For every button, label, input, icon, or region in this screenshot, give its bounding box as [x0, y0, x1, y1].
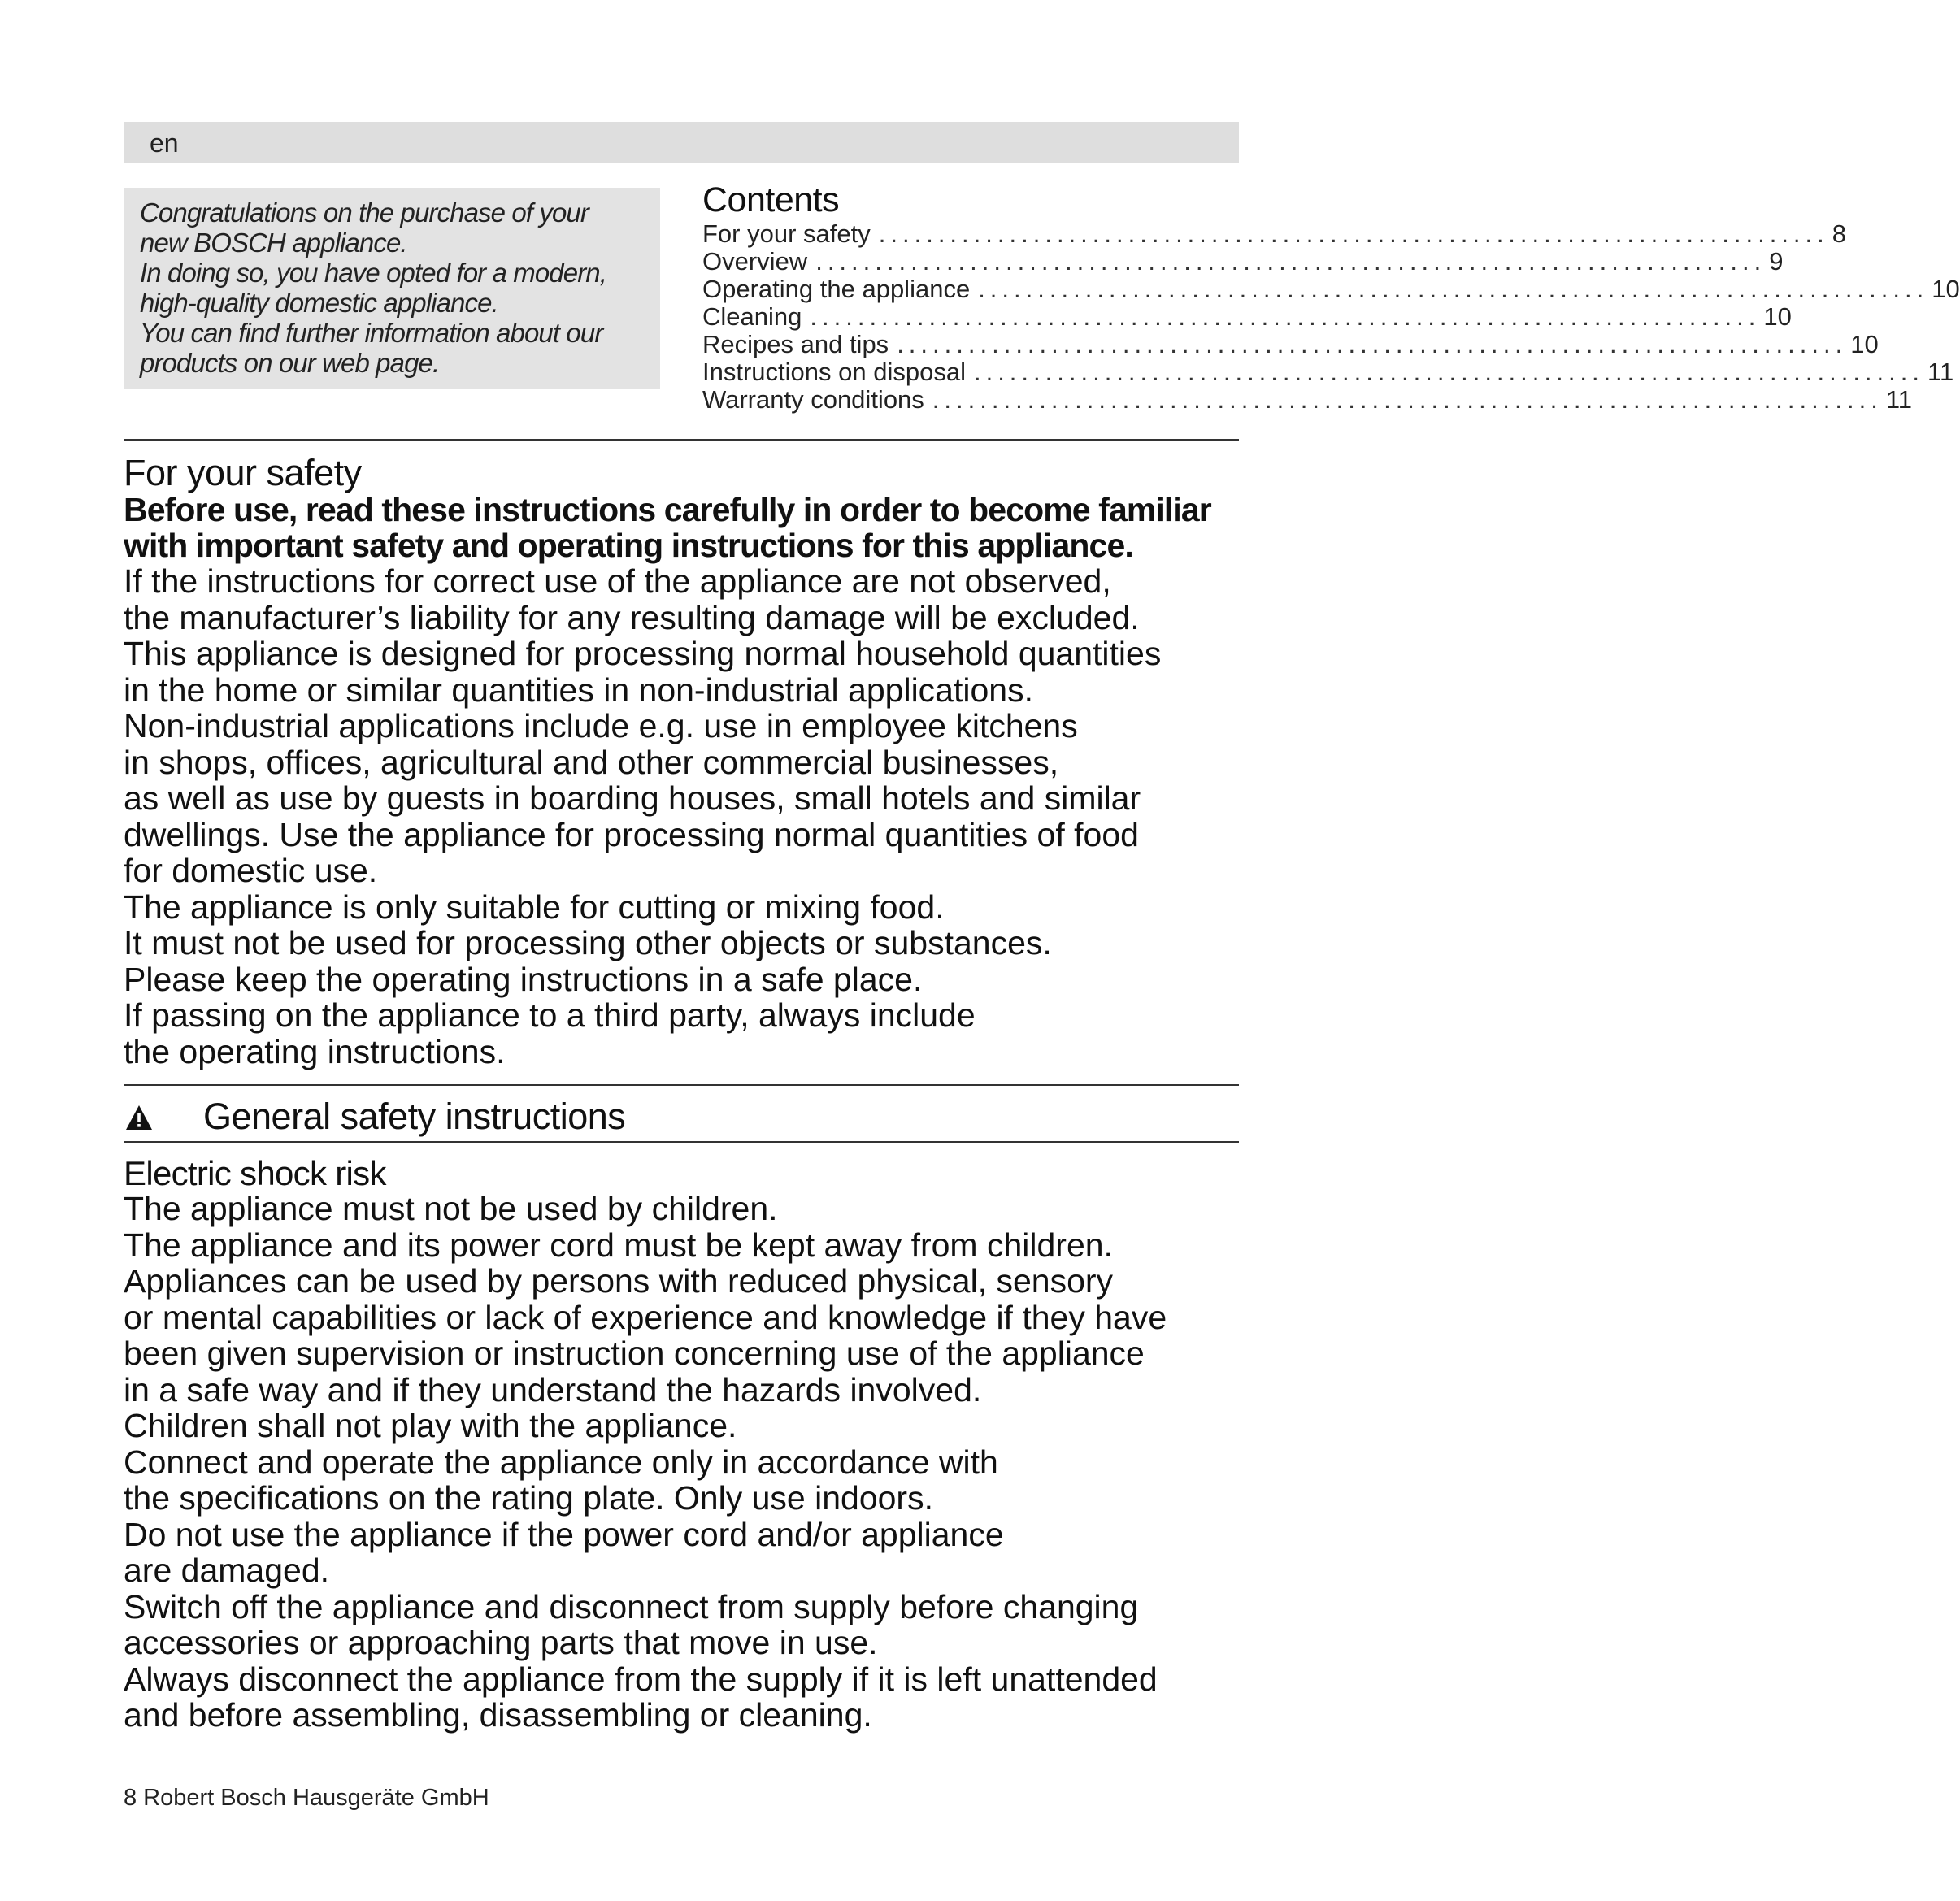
body-text-line: dwellings. Use the appliance for processing normal quantities of food: [124, 815, 1139, 853]
toc-leader-dots: ................................................................................: [815, 247, 1767, 276]
toc-item-page: 10: [1763, 302, 1792, 331]
toc-item-page: 11: [1927, 358, 1954, 386]
toc-item-page: 9: [1769, 247, 1784, 276]
safety-bold-line: Before use, read these instructions carefully in order to become familiar: [124, 491, 1211, 528]
body-text-line: The appliance is only suitable for cutting or mixing food.: [124, 888, 945, 926]
section-divider: [124, 439, 1239, 441]
safety-bold-line: with important safety and operating instructions for this appliance.: [124, 527, 1133, 564]
toc-leader-dots: ................................................................................: [978, 275, 1929, 303]
section-title-general-safety: General safety instructions: [203, 1096, 626, 1137]
body-text-line: the operating instructions.: [124, 1032, 506, 1070]
body-text-line: Children shall not play with the appliance.: [124, 1407, 737, 1444]
toc-leader-dots: ................................................................................: [878, 219, 1829, 248]
body-text-line: This appliance is designed for processing normal household quantities: [124, 635, 1162, 672]
toc-item-page: 10: [1932, 275, 1960, 303]
body-text-line: the specifications on the rating plate. Only use indoors.: [124, 1479, 933, 1517]
body-text-line: in a safe way and if they understand the hazards involved.: [124, 1370, 982, 1408]
language-bar: [124, 122, 1239, 163]
body-text-line: in the home or similar quantities in non-industrial applications.: [124, 671, 1033, 709]
body-text-line: Do not use the appliance if the power cord and/or appliance: [124, 1515, 1004, 1553]
body-text-line: If passing on the appliance to a third party, always include: [124, 996, 976, 1034]
body-text-line: It must not be used for processing other objects or substances.: [124, 924, 1052, 961]
intro-line: high-quality domestic appliance.: [140, 288, 498, 318]
intro-line: In doing so, you have opted for a modern,: [140, 258, 607, 288]
section-divider: [124, 1141, 1239, 1143]
section-title-safety: For your safety: [124, 452, 362, 493]
toc-item[interactable]: [702, 358, 1954, 386]
body-text-line: and before assembling, disassembling or cleaning.: [124, 1696, 872, 1734]
toc-item-label: Warranty conditions: [702, 385, 924, 414]
body-text-line: in shops, offices, agricultural and other commercial businesses,: [124, 743, 1059, 781]
body-text-line: or mental capabilities or lack of experience and knowledge if they have: [124, 1298, 1167, 1336]
intro-line: Congratulations on the purchase of your: [140, 197, 589, 228]
body-text-line: Switch off the appliance and disconnect from supply before changing: [124, 1587, 1139, 1625]
body-text-line: Always disconnect the appliance from the supply if it is left unattended: [124, 1660, 1158, 1698]
toc-item-page: 11: [1885, 385, 1913, 414]
body-text-line: been given supervision or instruction concerning use of the appliance: [124, 1335, 1145, 1372]
toc-item-label: Instructions on disposal: [702, 358, 966, 386]
toc-item-label: Recipes and tips: [702, 330, 889, 358]
body-text-line: Connect and operate the appliance only in accordance with: [124, 1443, 998, 1481]
body-text-line: Please keep the operating instructions in a safe place.: [124, 960, 923, 998]
body-text-line: the manufacturer’s liability for any resulting damage will be excluded.: [124, 598, 1140, 636]
intro-line: You can find further information about our: [140, 318, 603, 348]
body-text-line: Appliances can be used by persons with reduced physical, sensory: [124, 1262, 1114, 1300]
toc-leader-dots: ................................................................................: [932, 385, 1883, 414]
body-text-line: If the instructions for correct use of the appliance are not observed,: [124, 562, 1111, 600]
section-divider: [124, 1084, 1239, 1086]
toc-item[interactable]: [702, 302, 1792, 331]
toc-item-page: 10: [1850, 330, 1879, 358]
body-text-line: as well as use by guests in boarding houses, small hotels and similar: [124, 779, 1141, 817]
toc-leader-dots: ................................................................................: [810, 302, 1761, 331]
body-text-line: for domestic use.: [124, 852, 378, 889]
toc-item[interactable]: [702, 330, 1879, 358]
toc-item-page: 8: [1832, 219, 1847, 248]
toc-item-label: Cleaning: [702, 302, 802, 331]
body-text-line: accessories or approaching parts that move in use.: [124, 1624, 878, 1661]
toc-item-label: Operating the appliance: [702, 275, 971, 303]
body-text-line: The appliance and its power cord must be kept away from children.: [124, 1226, 1113, 1264]
language-code: en: [150, 128, 179, 158]
intro-line: new BOSCH appliance.: [140, 228, 407, 258]
intro-line: products on our web page.: [140, 348, 440, 378]
intro-box: [124, 188, 660, 389]
toc-item-label: Overview: [702, 247, 808, 276]
body-text-line: The appliance must not be used by children.: [124, 1190, 778, 1227]
warning-triangle-icon: [124, 1104, 154, 1131]
body-text-line: are damaged.: [124, 1552, 330, 1589]
toc-item-label: For your safety: [702, 219, 871, 248]
toc-leader-dots: ................................................................................: [897, 330, 1848, 358]
toc-item[interactable]: [702, 385, 1913, 414]
contents-title: Contents: [702, 180, 840, 219]
toc-item[interactable]: [702, 247, 1784, 276]
toc-leader-dots: ................................................................................: [973, 358, 1924, 386]
toc-item[interactable]: [702, 219, 1847, 248]
subsection-title-electric-shock: Electric shock risk: [124, 1154, 386, 1192]
body-text-line: Non-industrial applications include e.g. use in employee kitchens: [124, 707, 1078, 744]
page-footer: 8 Robert Bosch Hausgeräte GmbH: [124, 1785, 489, 1811]
toc-item[interactable]: [702, 275, 1960, 303]
